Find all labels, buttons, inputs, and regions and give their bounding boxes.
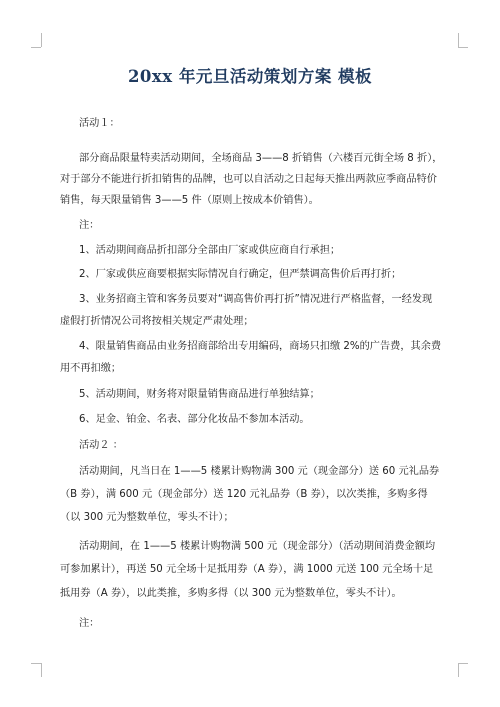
paragraph-line: 5、活动期间，财务将对限量销售商品进行单独结算； <box>79 389 320 400</box>
paragraph-line: （B 券），满 600 元（现金部分）送 120 元礼品券（B 券），以次类推，多购多得 <box>60 489 428 500</box>
paragraph-line: 注： <box>79 220 100 231</box>
paragraph-line: 6、足金、铂金、名表、部分化妆品不参加本活动。 <box>79 414 310 425</box>
paragraph-line: 2、厂家或供应商要根据实际情况自行确定，但严禁调高售价后再打折； <box>79 269 402 280</box>
paragraph-line: 注： <box>79 618 100 629</box>
paragraph-line: 用不再扣缴； <box>60 363 122 374</box>
paragraph-line: （以 300 元为整数单位，零头不计）； <box>60 512 234 523</box>
paragraph-line: 1、活动期间商品折扣部分全部由厂家或供应商自行承担； <box>79 245 341 256</box>
paragraph-line: 活动期间，凡当日在 1——5 楼累计购物满 300 元（现金部分）送 60 元礼品券 <box>79 466 440 477</box>
paragraph-line: 活动１： <box>79 118 120 129</box>
paragraph-line: 活动２ ： <box>79 440 123 451</box>
paragraph-line: 虚假打折情况公司将按相关规定严肃处理； <box>60 316 254 327</box>
paragraph-line: 3、业务招商主管和客务员要对“调高售价再打折”情况进行严格监督，一经发现 <box>79 294 433 305</box>
paragraph-line: 部分商品限量特卖活动期间，全场商品 3——8 折销售（六楼百元街全场 8 折）， <box>79 153 443 164</box>
paragraph-line: 活动期间，在 1——5 楼累计购物满 500 元（现金部分）（活动期间消费金额均 <box>79 541 436 552</box>
paragraph-line: 抵用券（A 券），以此类推，多购多得（以 300 元为整数单位，零头不计）。 <box>60 588 402 599</box>
paragraph-line: 对于部分不能进行折扣销售的品牌，也可以自活动之日起每天推出两款应季商品特价 <box>60 174 437 185</box>
paragraph-line: 销售，每天限量销售 3——5 件（原则上按成本价销售）。 <box>60 195 319 206</box>
paragraph-line: 4、限量销售商品由业务招商部给出专用编码，商场只扣缴 2%的广告费，其余费 <box>79 341 442 352</box>
page-title: 20xx 年元旦活动策划方案 模板 <box>127 67 373 86</box>
paragraph-line: 可参加累计），再送 50 元全场十足抵用券（A 券），满 1000 元送 100 元全场十足 <box>60 564 434 575</box>
